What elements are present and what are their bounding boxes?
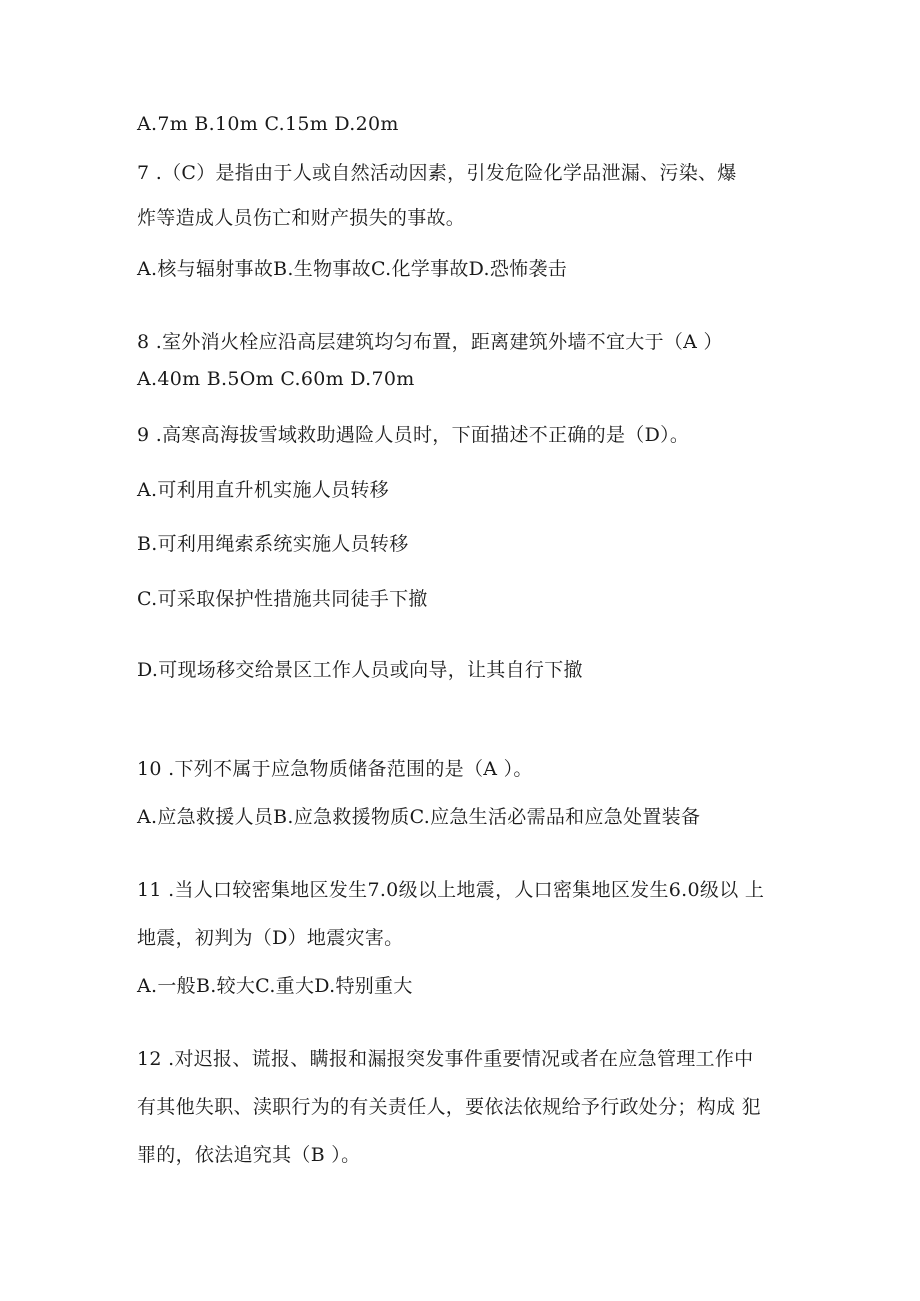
q8-options: A.40m B.5Om C.60m D.70m [137,368,415,390]
q9-option-a: A.可利用直升机实施人员转移 [137,479,389,501]
q11-question-line-1: 11 .当人口较密集地区发生7.0级以上地震，人口密集地区发生6.0级以 上 [137,879,765,901]
q11-question-line-2: 地震，初判为（D）地震灾害。 [137,927,404,949]
q11-options: A.一般B.较大C.重大D.特别重大 [137,975,413,997]
q12-question-line-3: 罪的，依法追究其（B ）。 [137,1144,361,1166]
q9-question: 9 .高寒高海拔雪域救助遇险人员时，下面描述不正确的是（D）。 [137,424,690,446]
q12-question-line-2: 有其他失职、渎职行为的有关责任人，要依法依规给予行政处分；构成 犯 [137,1096,761,1118]
q9-option-b: B.可利用绳索系统实施人员转移 [137,533,409,555]
q10-options: A.应急救援人员B.应急救援物质C.应急生活必需品和应急处置装备 [137,806,701,828]
q8-question: 8 .室外消火栓应沿高层建筑均匀布置，距离建筑外墙不宜大于（A ） [137,331,723,353]
q9-option-c: C.可采取保护性措施共同徒手下撤 [137,588,428,610]
q7-question-line-1: 7 .（C）是指由于人或自然活动因素，引发危险化学品泄漏、污染、爆 [137,162,737,184]
q7-question-line-2: 炸等造成人员伤亡和财产损失的事故。 [137,207,466,229]
q10-question: 10 .下列不属于应急物质储备范围的是（A ）。 [137,758,533,780]
q7-options: A.核与辐射事故B.生物事故C.化学事故D.恐怖袭击 [137,258,568,280]
q9-option-d: D.可现场移交给景区工作人员或向导，让其自行下撤 [137,659,583,681]
q12-question-line-1: 12 .对迟报、谎报、瞒报和漏报突发事件重要情况或者在应急管理工作中 [137,1048,754,1070]
q6-options: A.7m B.10m C.15m D.20m [137,113,399,135]
